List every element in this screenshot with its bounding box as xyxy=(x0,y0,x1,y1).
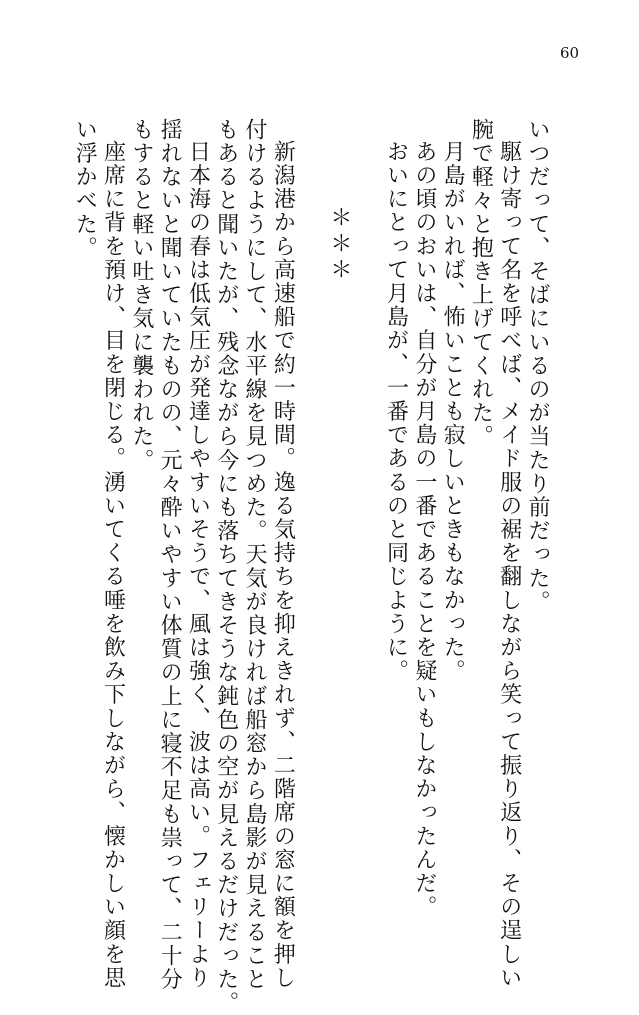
text-line: あの頃のおいは、自分が月島の一番であることを疑いもしなかったんだ。 xyxy=(411,140,437,919)
scene-break: ＊＊＊ xyxy=(326,206,352,284)
text-line: 腕で軽々と抱き上げてくれた。 xyxy=(468,118,494,449)
text-line: おいにとって月島が、一番であるのと同じように。 xyxy=(383,140,409,683)
page-number: 60 xyxy=(560,44,580,62)
vertical-body-text xyxy=(70,118,551,1015)
text-line: 新潟港から高速船で約一時間。逸る気持ちを抑えきれず、二階席の窓に額を押し xyxy=(270,140,296,990)
text-line: 揺れないと聞いていたものの、元々酔いやすい体質の上に寝不足も祟って、二十分 xyxy=(157,118,183,992)
text-line: い浮かべた。 xyxy=(72,118,98,260)
blank-line xyxy=(353,118,381,858)
text-line: 座席に背を預け、目を閉じる。湧いてくる唾を飲み下しながら、懐かしい顔を思 xyxy=(100,140,126,990)
text-line: もすると軽い吐き気に襲われた。 xyxy=(128,118,154,472)
text-line: もあると聞いたが、残念ながら今にも落ちてきそうな鈍色の空が見えるだけだった。 xyxy=(213,118,239,1015)
text-line: 月島がいれば、怖いことも寂しいときもなかった。 xyxy=(440,140,466,683)
blank-line xyxy=(296,118,324,858)
text-line: 日本海の春は低気圧が発達しやすいそうで、風は強く、波は高い。フェリーより xyxy=(185,140,211,990)
text-line: いつだって、そばにいるのが当たり前だった。 xyxy=(525,118,550,614)
text-line: 駆け寄って名を呼べば、メイド服の裾を翻しながら笑って振り返り、その逞しい xyxy=(496,140,522,990)
text-line: 付けるようにして、水平線を見つめた。天気が良ければ船窓から島影が見えること xyxy=(242,118,268,992)
